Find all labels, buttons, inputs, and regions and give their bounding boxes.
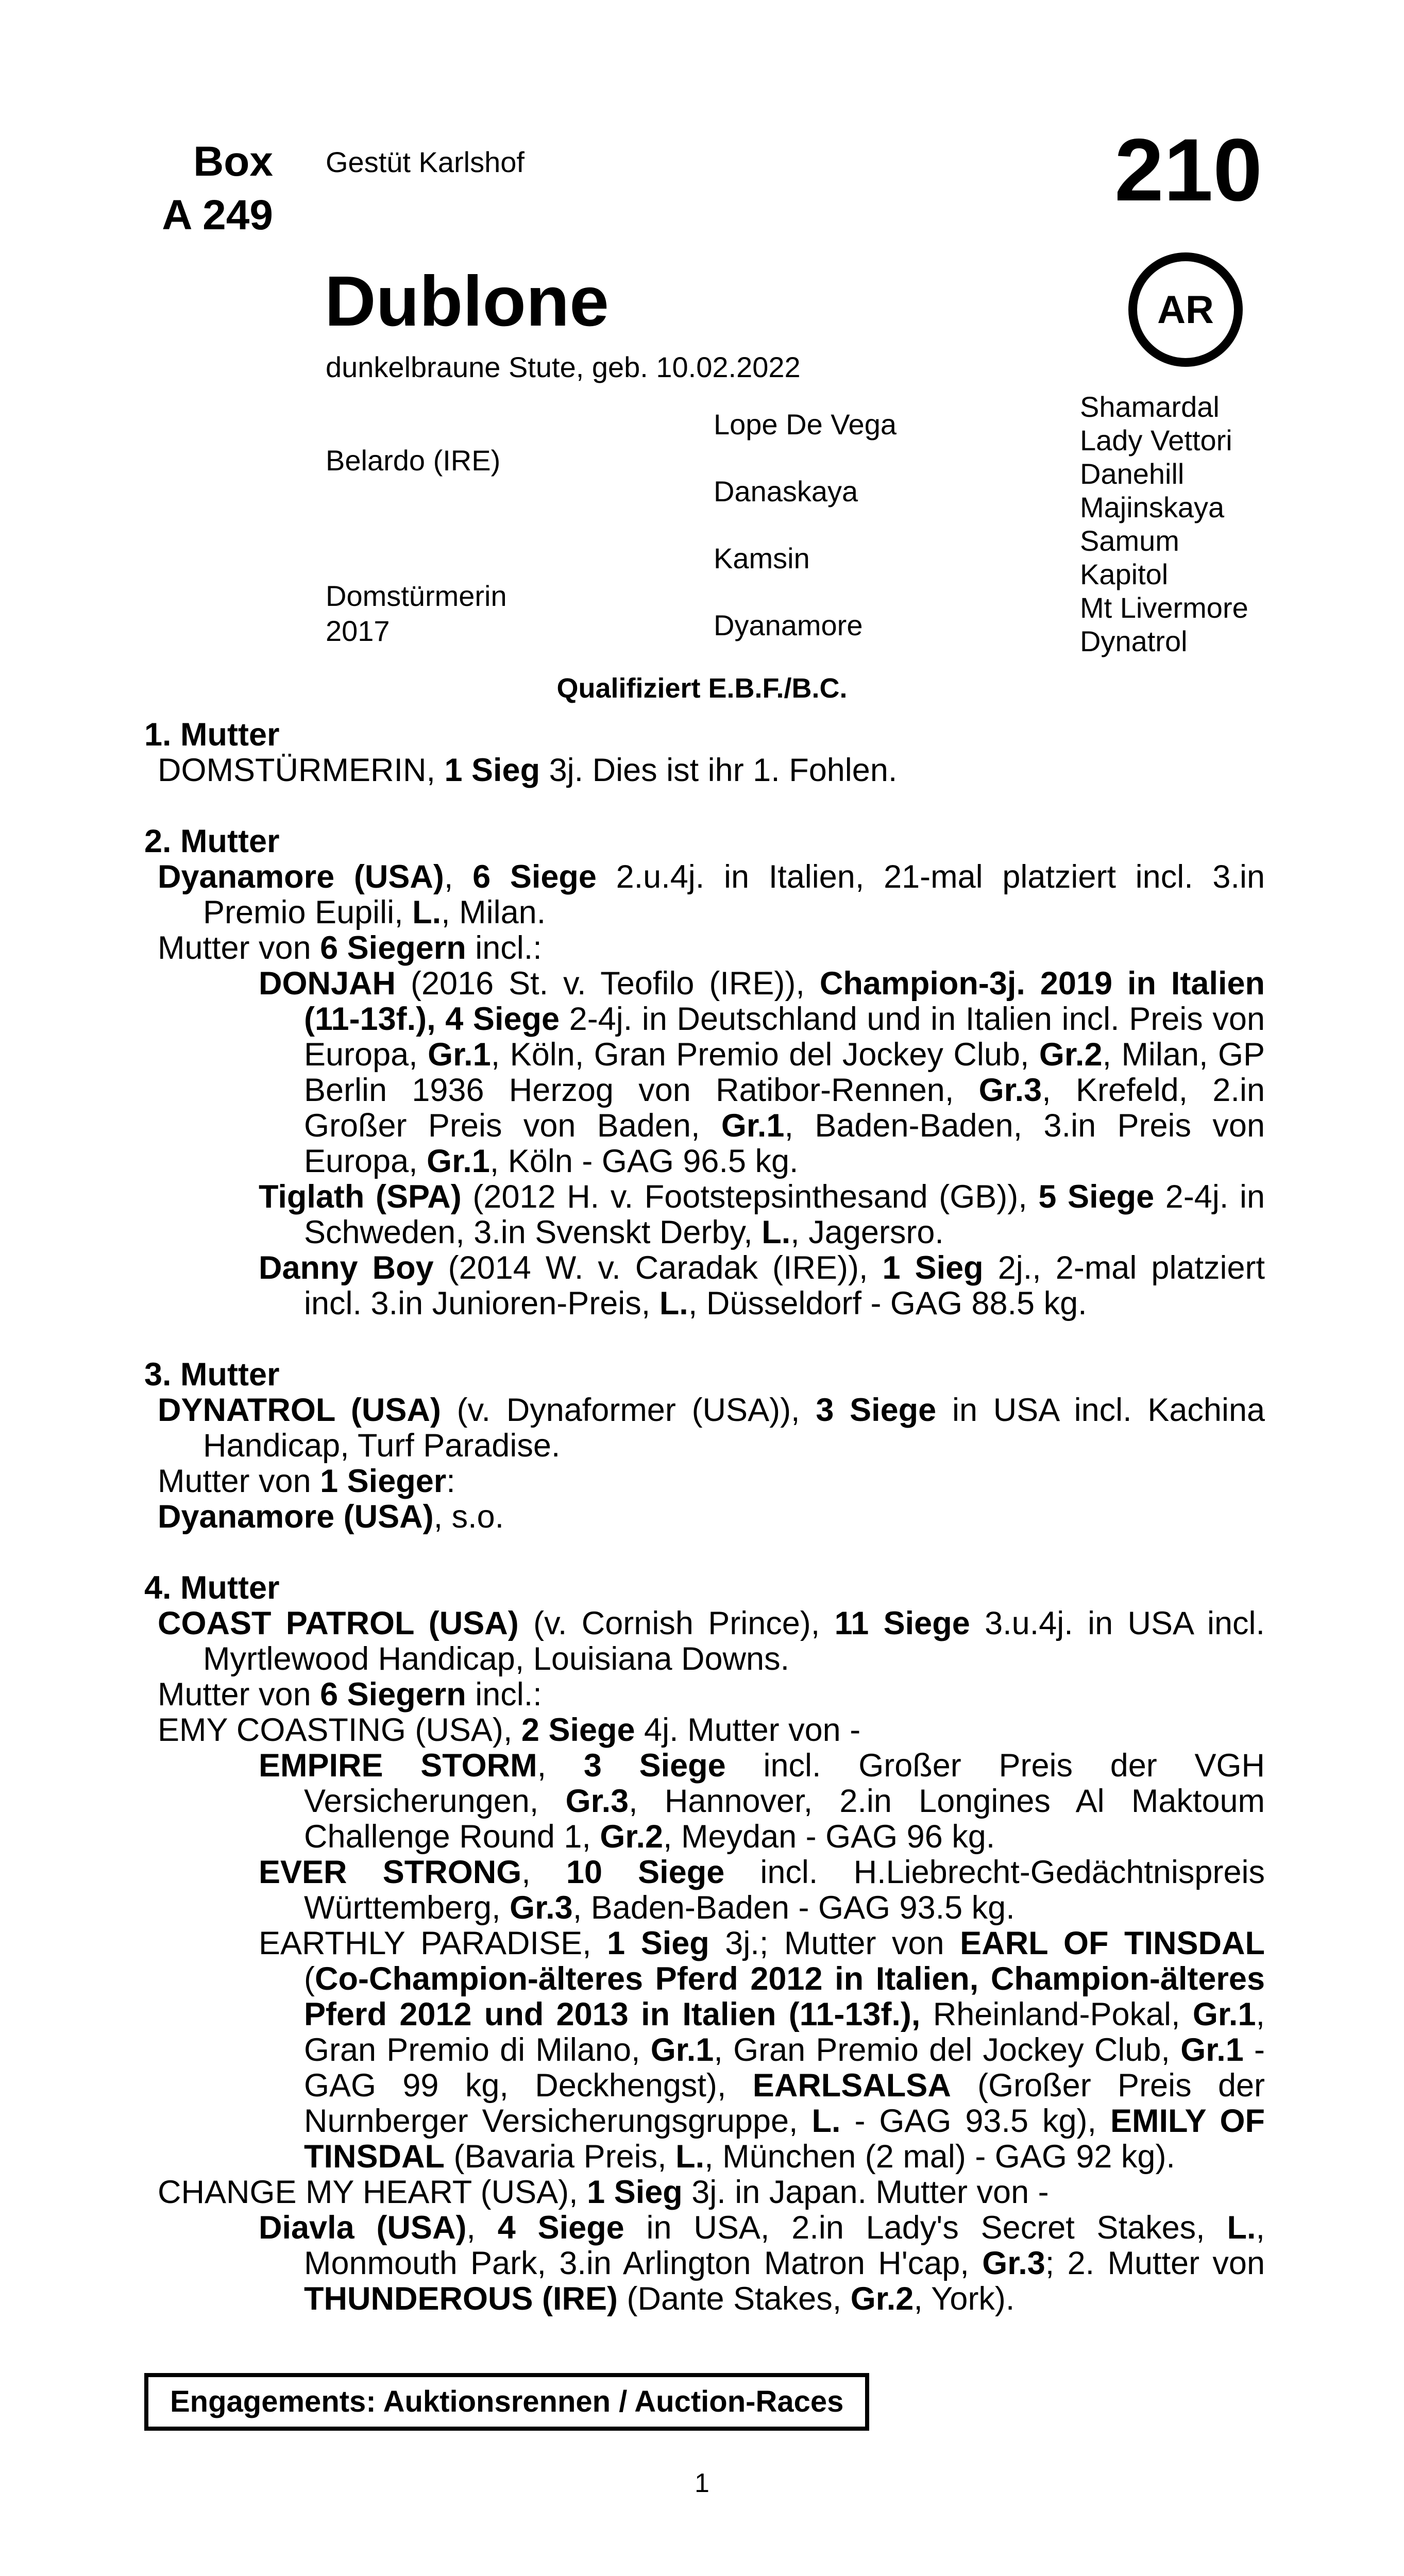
pedigree-entry	[144, 1499, 1265, 1535]
pedigree-entry	[144, 1393, 1265, 1464]
stud-name: Gestüt Karlshof	[326, 146, 525, 178]
pedigree-entry	[144, 2175, 1265, 2210]
entry-text: , Hannover, 2.in Longines Al Maktoum Challenge Round 1,	[304, 1783, 1265, 1855]
entry-text: , s.o.	[433, 1499, 504, 1535]
entry-text: , Gran Premio di Milano,	[304, 1996, 1265, 2068]
entry-text: in USA, 2.in Lady's Secret Stakes,	[624, 2210, 1227, 2246]
entry-text: 3j. Dies ist ihr 1. Fohlen.	[540, 752, 898, 788]
entry-text: 2.u.4j. in Italien, 21-mal platziert incl. 3.in Premio Eupili,	[203, 859, 1265, 930]
lot-number: 210	[1114, 121, 1262, 219]
entry-text: - GAG 99 kg, Deckhengst),	[304, 2032, 1265, 2104]
entry-bold-text: 1 Sieg	[607, 1925, 709, 1961]
dam-section	[144, 1570, 1265, 2317]
entry-bold-text: L.	[675, 2139, 705, 2175]
entry-bold-text: Diavla (USA)	[259, 2210, 467, 2246]
entry-bold-text: 1 Sieg	[587, 2174, 683, 2210]
entry-bold-text: L.	[659, 1285, 688, 1321]
pedigree-great-grandparent: Samum	[1080, 524, 1179, 557]
page-number: 1	[695, 2468, 709, 2498]
entry-text: ,	[466, 2210, 498, 2246]
entry-bold-text: DONJAH	[259, 965, 396, 1002]
entry-text: EMY COASTING (USA),	[158, 1712, 521, 1748]
section-heading: 3. Mutter	[144, 1357, 280, 1393]
entry-text: , Monmouth Park, 3.in Arlington Matron H'cap,	[304, 2210, 1265, 2281]
engagements-label: Engagements: Auktionsrennen / Auction-Races	[170, 2385, 844, 2418]
entry-bold-text: 6 Siege	[472, 859, 597, 895]
pedigree-entry	[144, 1748, 1265, 1855]
entry-bold-text: 3 Siege	[816, 1392, 937, 1428]
entry-text: 2-4j. in Deutschland und in Italien incl. Preis von Europa,	[304, 1001, 1265, 1073]
entry-bold-text: Gr.2	[850, 2281, 914, 2317]
entry-text: , Gran Premio del Jockey Club,	[714, 2032, 1181, 2068]
entry-text: (Großer Preis der Nurnberger Versicherungsgruppe,	[304, 2067, 1265, 2139]
entry-text: (v. Dynaformer (USA)),	[441, 1392, 816, 1428]
family-sections	[144, 717, 1265, 2352]
entry-text: incl. Großer Preis der VGH Versicherungen,	[304, 1748, 1265, 1819]
entry-bold-text: Gr.1	[1192, 1996, 1256, 2032]
entry-bold-text: 11 Siege	[834, 1605, 970, 1641]
entry-text: , Baden-Baden, 3.in Preis von Europa,	[304, 1108, 1265, 1179]
entry-bold-text: 6 Siegern	[320, 930, 466, 966]
entry-text: ,	[537, 1748, 584, 1784]
entry-bold-text: L.	[811, 2103, 841, 2139]
entry-text: Mutter von	[158, 1676, 320, 1713]
dam-section	[144, 1357, 1265, 1535]
entry-bold-text: 10 Siege	[566, 1854, 725, 1890]
entry-text: , Düsseldorf - GAG 88.5 kg.	[688, 1285, 1087, 1321]
entry-text: Rheinland-Pokal,	[920, 1996, 1193, 2032]
entry-text: 2-4j. in Schweden, 3.in Svenskt Derby,	[304, 1179, 1265, 1250]
entry-bold-text: 2 Siege	[521, 1712, 635, 1748]
entry-text: 3j. in Japan. Mutter von -	[682, 2174, 1049, 2210]
entry-bold-text: COAST PATROL (USA)	[158, 1605, 519, 1641]
entry-text: , Jagersro.	[790, 1214, 944, 1250]
pedigree-entry	[144, 966, 1265, 1179]
entry-text: 4j. Mutter von -	[635, 1712, 861, 1748]
pedigree-entry	[144, 1464, 1265, 1499]
entry-text: (Dante Stakes,	[618, 2281, 851, 2317]
dam-section	[144, 824, 1265, 1321]
pedigree-entry	[144, 753, 1265, 788]
entry-text: (2014 W. v. Caradak (IRE)),	[433, 1250, 883, 1286]
entry-text: , Köln - GAG 96.5 kg.	[489, 1143, 799, 1179]
pedigree-sire: Belardo (IRE)	[326, 444, 501, 477]
entry-text: ,	[521, 1854, 566, 1890]
entry-bold-text: Gr.3	[510, 1890, 573, 1926]
entry-bold-text: 4 Siege	[497, 2210, 624, 2246]
entry-text: incl.:	[466, 1676, 542, 1713]
entry-bold-text: Dyanamore (USA)	[158, 859, 444, 895]
pedigree-great-grandparent: Lady Vettori	[1080, 424, 1232, 456]
entry-text: (	[304, 1961, 315, 1997]
entry-bold-text: Gr.1	[650, 2032, 714, 2068]
entry-text: (2016 St. v. Teofilo (IRE)),	[396, 965, 820, 1002]
pedigree-entry	[144, 1677, 1265, 1713]
pedigree-entry	[144, 1179, 1265, 1250]
entry-bold-text: EVER STRONG	[259, 1854, 522, 1890]
entry-bold-text: Danny Boy	[259, 1250, 434, 1286]
pedigree-grandparent: Dyanamore	[714, 609, 863, 641]
entry-bold-text: EMILY OF TINSDAL	[304, 2103, 1265, 2175]
entry-bold-text: Co-Champion-älteres Pferd 2012 in Italien, Champion-älteres Pferd 2012 und 2013 in Italien (11-13f.),	[304, 1961, 1265, 2032]
pedigree-great-grandparent: Mt Livermore	[1080, 591, 1248, 624]
entry-text: (v. Cornish Prince),	[518, 1605, 835, 1641]
pedigree-entry	[144, 1926, 1265, 2175]
ar-badge-label: AR	[1157, 287, 1214, 332]
entry-bold-text: L.	[1227, 2210, 1256, 2246]
entry-text: 2j., 2-mal platziert incl. 3.in Junioren-Preis,	[304, 1250, 1265, 1321]
pedigree-great-grandparent: Kapitol	[1080, 558, 1169, 590]
entry-text: , Milan.	[441, 894, 546, 930]
entry-bold-text: Gr.1	[428, 1037, 491, 1073]
entry-text: Mutter von	[158, 1463, 320, 1499]
entry-bold-text: Champion-3j. 2019 in Italien (11-13f.), 4 Siege	[304, 965, 1265, 1037]
pedigree-dam: Domstürmerin	[326, 580, 507, 612]
entry-bold-text: L.	[762, 1214, 791, 1250]
entry-bold-text: Gr.3	[978, 1072, 1042, 1108]
entry-bold-text: 1 Sieger	[320, 1463, 447, 1499]
entry-bold-text: Gr.2	[600, 1819, 664, 1855]
pedigree-grandparent: Danaskaya	[714, 475, 858, 507]
entry-bold-text: Gr.1	[1180, 2032, 1244, 2068]
section-heading: 2. Mutter	[144, 823, 280, 859]
entry-bold-text: Gr.1	[427, 1143, 490, 1179]
entry-bold-text: Gr.3	[982, 2245, 1045, 2281]
entry-text: 3j.; Mutter von	[709, 1925, 960, 1961]
box-number: A 249	[162, 192, 273, 239]
pedigree-entry	[144, 930, 1265, 966]
entry-bold-text: Gr.3	[565, 1783, 629, 1819]
entry-bold-text: 1 Sieg	[444, 752, 540, 788]
horse-description: dunkelbraune Stute, geb. 10.02.2022	[326, 351, 801, 383]
pedigree-entry	[144, 1606, 1265, 1677]
entry-text: , York).	[914, 2281, 1015, 2317]
box-label: Box	[193, 138, 273, 185]
entry-bold-text: EARLSALSA	[752, 2067, 951, 2104]
entry-text: incl.:	[466, 930, 542, 966]
entry-text: (2012 H. v. Footstepsinthesand (GB)),	[461, 1179, 1039, 1215]
entry-text: , München (2 mal) - GAG 92 kg).	[704, 2139, 1175, 2175]
entry-text: DOMSTÜRMERIN,	[158, 752, 445, 788]
entry-text: (Bavaria Preis,	[444, 2139, 676, 2175]
pedigree-grandparent: Lope De Vega	[714, 408, 896, 440]
entry-bold-text: Dyanamore (USA)	[158, 1499, 434, 1535]
box-label-block	[119, 135, 273, 242]
entry-text: , Milan, GP Berlin 1936 Herzog von Ratibor-Rennen,	[304, 1037, 1265, 1108]
pedigree-great-grandparent: Dynatrol	[1080, 625, 1188, 657]
entry-bold-text: 5 Siege	[1038, 1179, 1155, 1215]
entry-text: EARTHLY PARADISE,	[259, 1925, 607, 1961]
entry-text: , Krefeld, 2.in Großer Preis von Baden,	[304, 1072, 1265, 1144]
entry-text: 3.u.4j. in USA incl. Myrtlewood Handicap, Louisiana Downs.	[203, 1605, 1265, 1677]
entry-text: in USA incl. Kachina Handicap, Turf Paradise.	[203, 1392, 1265, 1464]
pedigree-entry	[144, 1855, 1265, 1926]
qualification-note: Qualifiziert E.B.F./B.C.	[556, 673, 848, 704]
entry-bold-text: DYNATROL (USA)	[158, 1392, 441, 1428]
entry-bold-text: Gr.2	[1039, 1037, 1103, 1073]
section-heading: 4. Mutter	[144, 1570, 280, 1606]
engagements-box	[144, 2373, 869, 2431]
entry-bold-text: 1 Sieg	[882, 1250, 984, 1286]
entry-text: ; 2. Mutter von	[1045, 2245, 1265, 2281]
pedigree-dam-year: 2017	[326, 615, 390, 647]
pedigree-great-grandparent: Danehill	[1080, 457, 1185, 490]
entry-text: ,	[444, 859, 473, 895]
section-heading: 1. Mutter	[144, 717, 280, 753]
ar-badge	[1128, 252, 1243, 367]
entry-bold-text: Tiglath (SPA)	[259, 1179, 462, 1215]
pedigree-great-grandparent: Shamardal	[1080, 391, 1220, 423]
entry-bold-text: EMPIRE STORM	[259, 1748, 537, 1784]
pedigree-entry	[144, 859, 1265, 930]
horse-name: Dublone	[325, 262, 609, 341]
entry-bold-text: EARL OF TINSDAL	[960, 1925, 1265, 1961]
entry-bold-text: 3 Siege	[583, 1748, 726, 1784]
pedigree-entry	[144, 1250, 1265, 1321]
pedigree-grandparent: Kamsin	[714, 542, 810, 574]
dam-section	[144, 717, 1265, 788]
entry-text: :	[446, 1463, 455, 1499]
entry-text: CHANGE MY HEART (USA),	[158, 2174, 587, 2210]
entry-text: , Meydan - GAG 96 kg.	[663, 1819, 995, 1855]
entry-text: Mutter von	[158, 930, 320, 966]
pedigree-great-grandparent: Majinskaya	[1080, 491, 1225, 523]
entry-bold-text: THUNDEROUS (IRE)	[304, 2281, 618, 2317]
entry-text: incl. H.Liebrecht-Gedächtnispreis Württemberg,	[304, 1854, 1265, 1926]
pedigree-entry	[144, 2210, 1265, 2317]
entry-bold-text: L.	[412, 894, 442, 930]
entry-bold-text: 6 Siegern	[320, 1676, 466, 1713]
pedigree-entry	[144, 1713, 1265, 1748]
entry-text: , Baden-Baden - GAG 93.5 kg.	[572, 1890, 1015, 1926]
entry-text: , Köln, Gran Premio del Jockey Club,	[490, 1037, 1039, 1073]
entry-bold-text: Gr.1	[721, 1108, 785, 1144]
entry-text: - GAG 93.5 kg),	[840, 2103, 1110, 2139]
